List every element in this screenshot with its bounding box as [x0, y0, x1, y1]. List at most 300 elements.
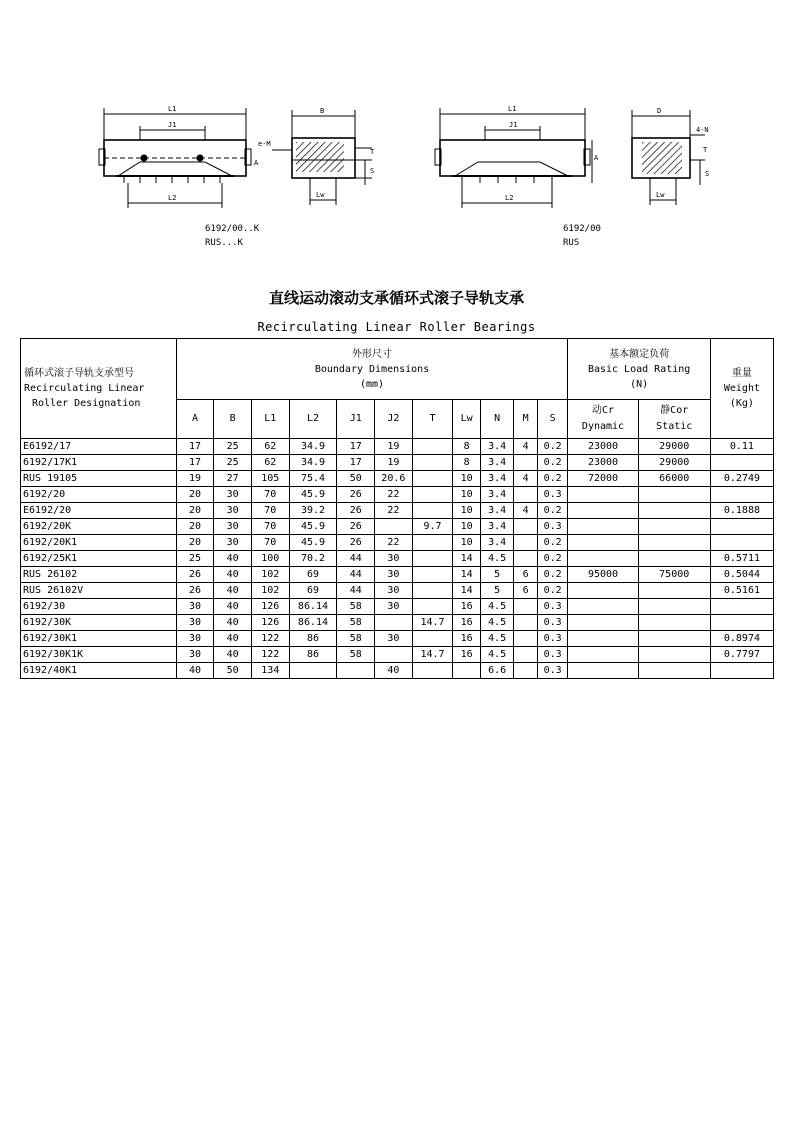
- table-cell: 40: [214, 567, 252, 583]
- dim-col-header: B: [214, 400, 252, 439]
- weight-header-en: Weight: [723, 383, 760, 394]
- table-cell: 4.5: [480, 551, 514, 567]
- table-cell: [375, 615, 413, 631]
- table-cell: 102: [251, 567, 289, 583]
- designation-cell: 6192/17K1: [21, 455, 177, 471]
- table-cell: 0.8974: [710, 631, 773, 647]
- dim-label: J1: [509, 121, 518, 129]
- table-cell: 39.2: [289, 503, 337, 519]
- dim-col-header: N: [480, 400, 514, 439]
- table-cell: 22: [375, 503, 413, 519]
- load-rating-header-unit: (N): [630, 379, 649, 390]
- table-cell: [514, 487, 537, 503]
- table-cell: 3.4: [480, 439, 514, 455]
- table-cell: 19: [176, 471, 214, 487]
- table-cell: 26: [337, 487, 375, 503]
- table-cell: 4.5: [480, 615, 514, 631]
- table-cell: 17: [176, 455, 214, 471]
- table-row: [21, 567, 774, 583]
- dynamic-load-header: [568, 400, 638, 439]
- table-cell: 45.9: [289, 519, 337, 535]
- table-cell: 30: [375, 599, 413, 615]
- table-cell: [638, 615, 710, 631]
- designation-cell: 6192/20: [21, 487, 177, 503]
- table-cell: 0.2: [537, 503, 568, 519]
- load-rating-header-en: Basic Load Rating: [587, 364, 691, 375]
- table-cell: 0.3: [537, 519, 568, 535]
- table-cell: 0.2: [537, 583, 568, 599]
- table-cell: [514, 455, 537, 471]
- dynamic-load-header-en: Dynamic: [581, 421, 625, 432]
- page-title-cn: 直线运动滚动支承循环式滚子导轨支承: [268, 289, 524, 307]
- table-cell: 26: [176, 583, 214, 599]
- dimensions-header-cn: 外形尺寸: [352, 349, 393, 360]
- table-cell: 10: [453, 535, 480, 551]
- table-cell: 75.4: [289, 471, 337, 487]
- static-load-header-cn: 静Cor: [660, 405, 689, 416]
- table-cell: 0.3: [537, 663, 568, 679]
- table-cell: 58: [337, 631, 375, 647]
- table-cell: [514, 647, 537, 663]
- table-cell: 3.4: [480, 503, 514, 519]
- table-cell: 6: [514, 583, 537, 599]
- specification-table: [20, 338, 774, 679]
- table-cell: 26: [176, 567, 214, 583]
- designation-cell: RUS 19105: [21, 471, 177, 487]
- table-cell: 34.9: [289, 439, 337, 455]
- table-cell: 126: [251, 599, 289, 615]
- dim-label: Lw: [316, 191, 325, 199]
- table-cell: 14.7: [412, 647, 453, 663]
- designation-cell: RUS 26102V: [21, 583, 177, 599]
- dim-label: S: [705, 170, 710, 178]
- table-cell: [412, 583, 453, 599]
- dim-label: L2: [505, 194, 514, 202]
- table-cell: [514, 663, 537, 679]
- caption-line: 6192/00..K: [205, 224, 260, 234]
- table-cell: [638, 551, 710, 567]
- designation-header-en-2: Roller Designation: [32, 398, 141, 409]
- table-cell: [638, 503, 710, 519]
- table-cell: [710, 599, 773, 615]
- table-cell: 4: [514, 503, 537, 519]
- table-cell: 44: [337, 551, 375, 567]
- technical-drawings: [0, 0, 793, 275]
- table-cell: 50: [214, 663, 252, 679]
- table-cell: 27: [214, 471, 252, 487]
- table-cell: 20: [176, 487, 214, 503]
- designation-cell: E6192/20: [21, 503, 177, 519]
- table-cell: [710, 455, 773, 471]
- table-cell: 5: [480, 583, 514, 599]
- designation-cell: 6192/20K: [21, 519, 177, 535]
- table-cell: 122: [251, 631, 289, 647]
- table-cell: 86.14: [289, 615, 337, 631]
- table-cell: 0.2: [537, 535, 568, 551]
- table-cell: 30: [375, 631, 413, 647]
- weight-header-unit: (Kg): [729, 398, 754, 409]
- table-cell: 0.2: [537, 439, 568, 455]
- table-cell: 40: [375, 663, 413, 679]
- table-cell: 3.4: [480, 487, 514, 503]
- dim-col-header: Lw: [453, 400, 480, 439]
- table-cell: [568, 631, 638, 647]
- table-row: [21, 551, 774, 567]
- table-cell: 30: [176, 615, 214, 631]
- table-cell: [412, 631, 453, 647]
- dim-col-header: J1: [337, 400, 375, 439]
- table-cell: [514, 535, 537, 551]
- table-cell: 16: [453, 631, 480, 647]
- table-row: [21, 487, 774, 503]
- table-cell: 86: [289, 647, 337, 663]
- table-cell: 16: [453, 647, 480, 663]
- table-cell: [412, 551, 453, 567]
- table-cell: [568, 615, 638, 631]
- table-cell: 50: [337, 471, 375, 487]
- table-cell: [568, 503, 638, 519]
- table-cell: [638, 519, 710, 535]
- page-title-en: Recirculating Linear Roller Bearings: [257, 320, 536, 334]
- table-cell: [638, 631, 710, 647]
- table-cell: 25: [214, 439, 252, 455]
- table-cell: 26: [337, 503, 375, 519]
- dim-label: A: [254, 159, 259, 167]
- table-cell: 23000: [568, 439, 638, 455]
- designation-cell: 6192/30K1K: [21, 647, 177, 663]
- table-cell: [568, 583, 638, 599]
- table-cell: 0.3: [537, 631, 568, 647]
- table-cell: 30: [214, 503, 252, 519]
- table-cell: 0.3: [537, 615, 568, 631]
- table-cell: [514, 519, 537, 535]
- table-cell: 23000: [568, 455, 638, 471]
- table-cell: [375, 647, 413, 663]
- table-cell: 102: [251, 583, 289, 599]
- weight-header-cn: 重量: [731, 368, 752, 379]
- dim-label: A: [594, 154, 599, 162]
- specification-table-body: [21, 439, 774, 679]
- table-cell: 45.9: [289, 487, 337, 503]
- table-cell: [412, 503, 453, 519]
- table-cell: 26: [337, 535, 375, 551]
- table-cell: [412, 535, 453, 551]
- table-cell: [568, 535, 638, 551]
- dim-label: S: [370, 167, 375, 175]
- table-cell: 30: [375, 567, 413, 583]
- table-cell: 40: [214, 551, 252, 567]
- table-cell: [412, 471, 453, 487]
- table-cell: 0.5711: [710, 551, 773, 567]
- table-cell: [412, 599, 453, 615]
- table-cell: [375, 519, 413, 535]
- table-cell: 30: [214, 535, 252, 551]
- table-cell: 95000: [568, 567, 638, 583]
- load-rating-header: [568, 339, 710, 400]
- dim-label: L2: [168, 194, 177, 202]
- table-cell: 70: [251, 503, 289, 519]
- designation-header-en-1: Recirculating Linear: [24, 383, 145, 394]
- table-cell: 10: [453, 519, 480, 535]
- table-cell: 10: [453, 503, 480, 519]
- table-cell: [710, 615, 773, 631]
- table-cell: 17: [337, 455, 375, 471]
- table-cell: 40: [176, 663, 214, 679]
- table-cell: 0.3: [537, 647, 568, 663]
- table-cell: [568, 663, 638, 679]
- dim-col-header: M: [514, 400, 537, 439]
- table-row: [21, 455, 774, 471]
- table-cell: [568, 599, 638, 615]
- table-cell: 30: [176, 599, 214, 615]
- table-cell: 19: [375, 455, 413, 471]
- table-row: [21, 647, 774, 663]
- table-row: [21, 599, 774, 615]
- table-row: [21, 471, 774, 487]
- table-cell: 4.5: [480, 599, 514, 615]
- table-cell: 44: [337, 583, 375, 599]
- table-cell: 14.7: [412, 615, 453, 631]
- table-cell: 58: [337, 647, 375, 663]
- table-cell: 3.4: [480, 535, 514, 551]
- caption-line: RUS: [563, 238, 580, 248]
- table-cell: 8: [453, 439, 480, 455]
- table-cell: [638, 487, 710, 503]
- table-cell: 0.3: [537, 487, 568, 503]
- dim-label: D: [657, 107, 662, 115]
- table-cell: 0.2: [537, 471, 568, 487]
- table-cell: 4.5: [480, 631, 514, 647]
- table-cell: [514, 631, 537, 647]
- table-cell: 16: [453, 599, 480, 615]
- table-cell: 3.4: [480, 471, 514, 487]
- load-rating-header-cn: 基本额定负荷: [609, 349, 670, 360]
- designation-cell: 6192/20K1: [21, 535, 177, 551]
- caption-line: RUS...K: [205, 238, 243, 248]
- table-cell: 16: [453, 615, 480, 631]
- table-cell: 62: [251, 455, 289, 471]
- table-cell: [514, 599, 537, 615]
- table-cell: 29000: [638, 455, 710, 471]
- table-cell: 40: [214, 647, 252, 663]
- table-cell: 86.14: [289, 599, 337, 615]
- table-cell: 19: [375, 439, 413, 455]
- table-cell: 14: [453, 567, 480, 583]
- static-load-header-en: Static: [656, 421, 693, 432]
- table-cell: 26: [337, 519, 375, 535]
- table-cell: 22: [375, 535, 413, 551]
- table-cell: [710, 663, 773, 679]
- table-cell: 34.9: [289, 455, 337, 471]
- table-cell: 3.4: [480, 519, 514, 535]
- table-cell: 58: [337, 599, 375, 615]
- dim-label: L1: [168, 105, 177, 113]
- table-cell: 0.7797: [710, 647, 773, 663]
- table-cell: 25: [176, 551, 214, 567]
- designation-cell: RUS 26102: [21, 567, 177, 583]
- table-cell: 40: [214, 631, 252, 647]
- table-cell: 72000: [568, 471, 638, 487]
- table-cell: 75000: [638, 567, 710, 583]
- table-row: [21, 535, 774, 551]
- dim-label: Lw: [656, 191, 665, 199]
- table-row: [21, 663, 774, 679]
- table-row: [21, 503, 774, 519]
- dim-label: L1: [508, 105, 517, 113]
- left-drawing-caption: [205, 222, 259, 250]
- table-cell: 40: [214, 615, 252, 631]
- table-cell: 0.1888: [710, 503, 773, 519]
- designation-cell: 6192/30K: [21, 615, 177, 631]
- table-cell: 4: [514, 471, 537, 487]
- table-cell: 17: [176, 439, 214, 455]
- table-cell: [337, 663, 375, 679]
- table-cell: 0.5044: [710, 567, 773, 583]
- table-cell: 30: [214, 487, 252, 503]
- table-cell: 6: [514, 567, 537, 583]
- table-cell: 20: [176, 503, 214, 519]
- table-cell: [710, 487, 773, 503]
- designation-header-cn: 循环式滚子导轨支承型号: [24, 368, 134, 379]
- table-cell: 25: [214, 455, 252, 471]
- table-cell: 4.5: [480, 647, 514, 663]
- table-row: [21, 519, 774, 535]
- weight-header: [710, 339, 773, 439]
- table-cell: 122: [251, 647, 289, 663]
- table-cell: [412, 487, 453, 503]
- dynamic-load-header-cn: 动Cr: [591, 405, 615, 416]
- table-cell: 0.2749: [710, 471, 773, 487]
- table-cell: 105: [251, 471, 289, 487]
- table-cell: 20: [176, 535, 214, 551]
- designation-cell: 6192/40K1: [21, 663, 177, 679]
- dim-label: e-M: [258, 140, 271, 148]
- designation-cell: 6192/30K1: [21, 631, 177, 647]
- table-cell: 29000: [638, 439, 710, 455]
- table-cell: 8: [453, 455, 480, 471]
- table-cell: [568, 551, 638, 567]
- table-cell: 0.2: [537, 455, 568, 471]
- dimensions-header-en: Boundary Dimensions: [314, 364, 430, 375]
- table-cell: 0.2: [537, 551, 568, 567]
- table-cell: 0.5161: [710, 583, 773, 599]
- table-cell: 3.4: [480, 455, 514, 471]
- right-section-view-drawing: [632, 110, 705, 205]
- dim-col-header: T: [412, 400, 453, 439]
- table-cell: 4: [514, 439, 537, 455]
- table-cell: 20.6: [375, 471, 413, 487]
- table-row: [21, 631, 774, 647]
- dim-col-header: J2: [375, 400, 413, 439]
- table-cell: 69: [289, 583, 337, 599]
- designation-header: [21, 339, 177, 439]
- table-cell: 6.6: [480, 663, 514, 679]
- table-cell: 134: [251, 663, 289, 679]
- table-cell: [638, 663, 710, 679]
- table-cell: [412, 455, 453, 471]
- table-cell: 70: [251, 519, 289, 535]
- table-cell: 22: [375, 487, 413, 503]
- designation-cell: E6192/17: [21, 439, 177, 455]
- table-cell: [514, 615, 537, 631]
- dim-col-header: S: [537, 400, 568, 439]
- table-cell: [638, 647, 710, 663]
- designation-cell: 6192/25K1: [21, 551, 177, 567]
- table-cell: [638, 599, 710, 615]
- table-cell: 70: [251, 487, 289, 503]
- dimensions-header-unit: (mm): [359, 379, 385, 390]
- dim-label: J1: [168, 121, 177, 129]
- table-cell: 58: [337, 615, 375, 631]
- dim-col-header: A: [176, 400, 214, 439]
- dimensions-header: [176, 339, 568, 400]
- table-cell: [412, 567, 453, 583]
- table-cell: 70.2: [289, 551, 337, 567]
- table-cell: 30: [214, 519, 252, 535]
- table-cell: 40: [214, 583, 252, 599]
- table-cell: [412, 439, 453, 455]
- table-cell: 5: [480, 567, 514, 583]
- table-cell: 44: [337, 567, 375, 583]
- table-cell: 9.7: [412, 519, 453, 535]
- table-cell: [568, 487, 638, 503]
- right-drawing-caption: [563, 222, 601, 250]
- table-cell: 126: [251, 615, 289, 631]
- dim-col-header: L2: [289, 400, 337, 439]
- table-cell: 0.11: [710, 439, 773, 455]
- table-cell: [638, 535, 710, 551]
- table-cell: [289, 663, 337, 679]
- table-cell: 10: [453, 471, 480, 487]
- table-cell: 66000: [638, 471, 710, 487]
- table-cell: [568, 519, 638, 535]
- table-cell: 17: [337, 439, 375, 455]
- table-cell: [514, 551, 537, 567]
- table-cell: 40: [214, 599, 252, 615]
- caption-line: 6192/00: [563, 224, 601, 234]
- table-cell: 0.3: [537, 599, 568, 615]
- table-cell: 14: [453, 551, 480, 567]
- table-cell: 62: [251, 439, 289, 455]
- table-cell: 20: [176, 519, 214, 535]
- dim-label: T: [703, 146, 708, 154]
- table-row: [21, 615, 774, 631]
- table-cell: [412, 663, 453, 679]
- table-cell: 30: [176, 647, 214, 663]
- table-row: [21, 439, 774, 455]
- dim-label: 4-N: [696, 126, 709, 134]
- dim-col-header: L1: [251, 400, 289, 439]
- table-cell: 30: [375, 583, 413, 599]
- designation-cell: 6192/30: [21, 599, 177, 615]
- table-cell: 10: [453, 487, 480, 503]
- table-cell: [568, 647, 638, 663]
- table-cell: [453, 663, 480, 679]
- table-cell: 30: [375, 551, 413, 567]
- table-cell: [710, 519, 773, 535]
- table-cell: 100: [251, 551, 289, 567]
- table-cell: 86: [289, 631, 337, 647]
- static-load-header: [638, 400, 710, 439]
- table-row: [21, 583, 774, 599]
- table-cell: 70: [251, 535, 289, 551]
- table-cell: [710, 535, 773, 551]
- dim-label: T: [370, 148, 375, 156]
- table-cell: [638, 583, 710, 599]
- table-cell: 0.2: [537, 567, 568, 583]
- table-cell: 30: [176, 631, 214, 647]
- table-cell: 69: [289, 567, 337, 583]
